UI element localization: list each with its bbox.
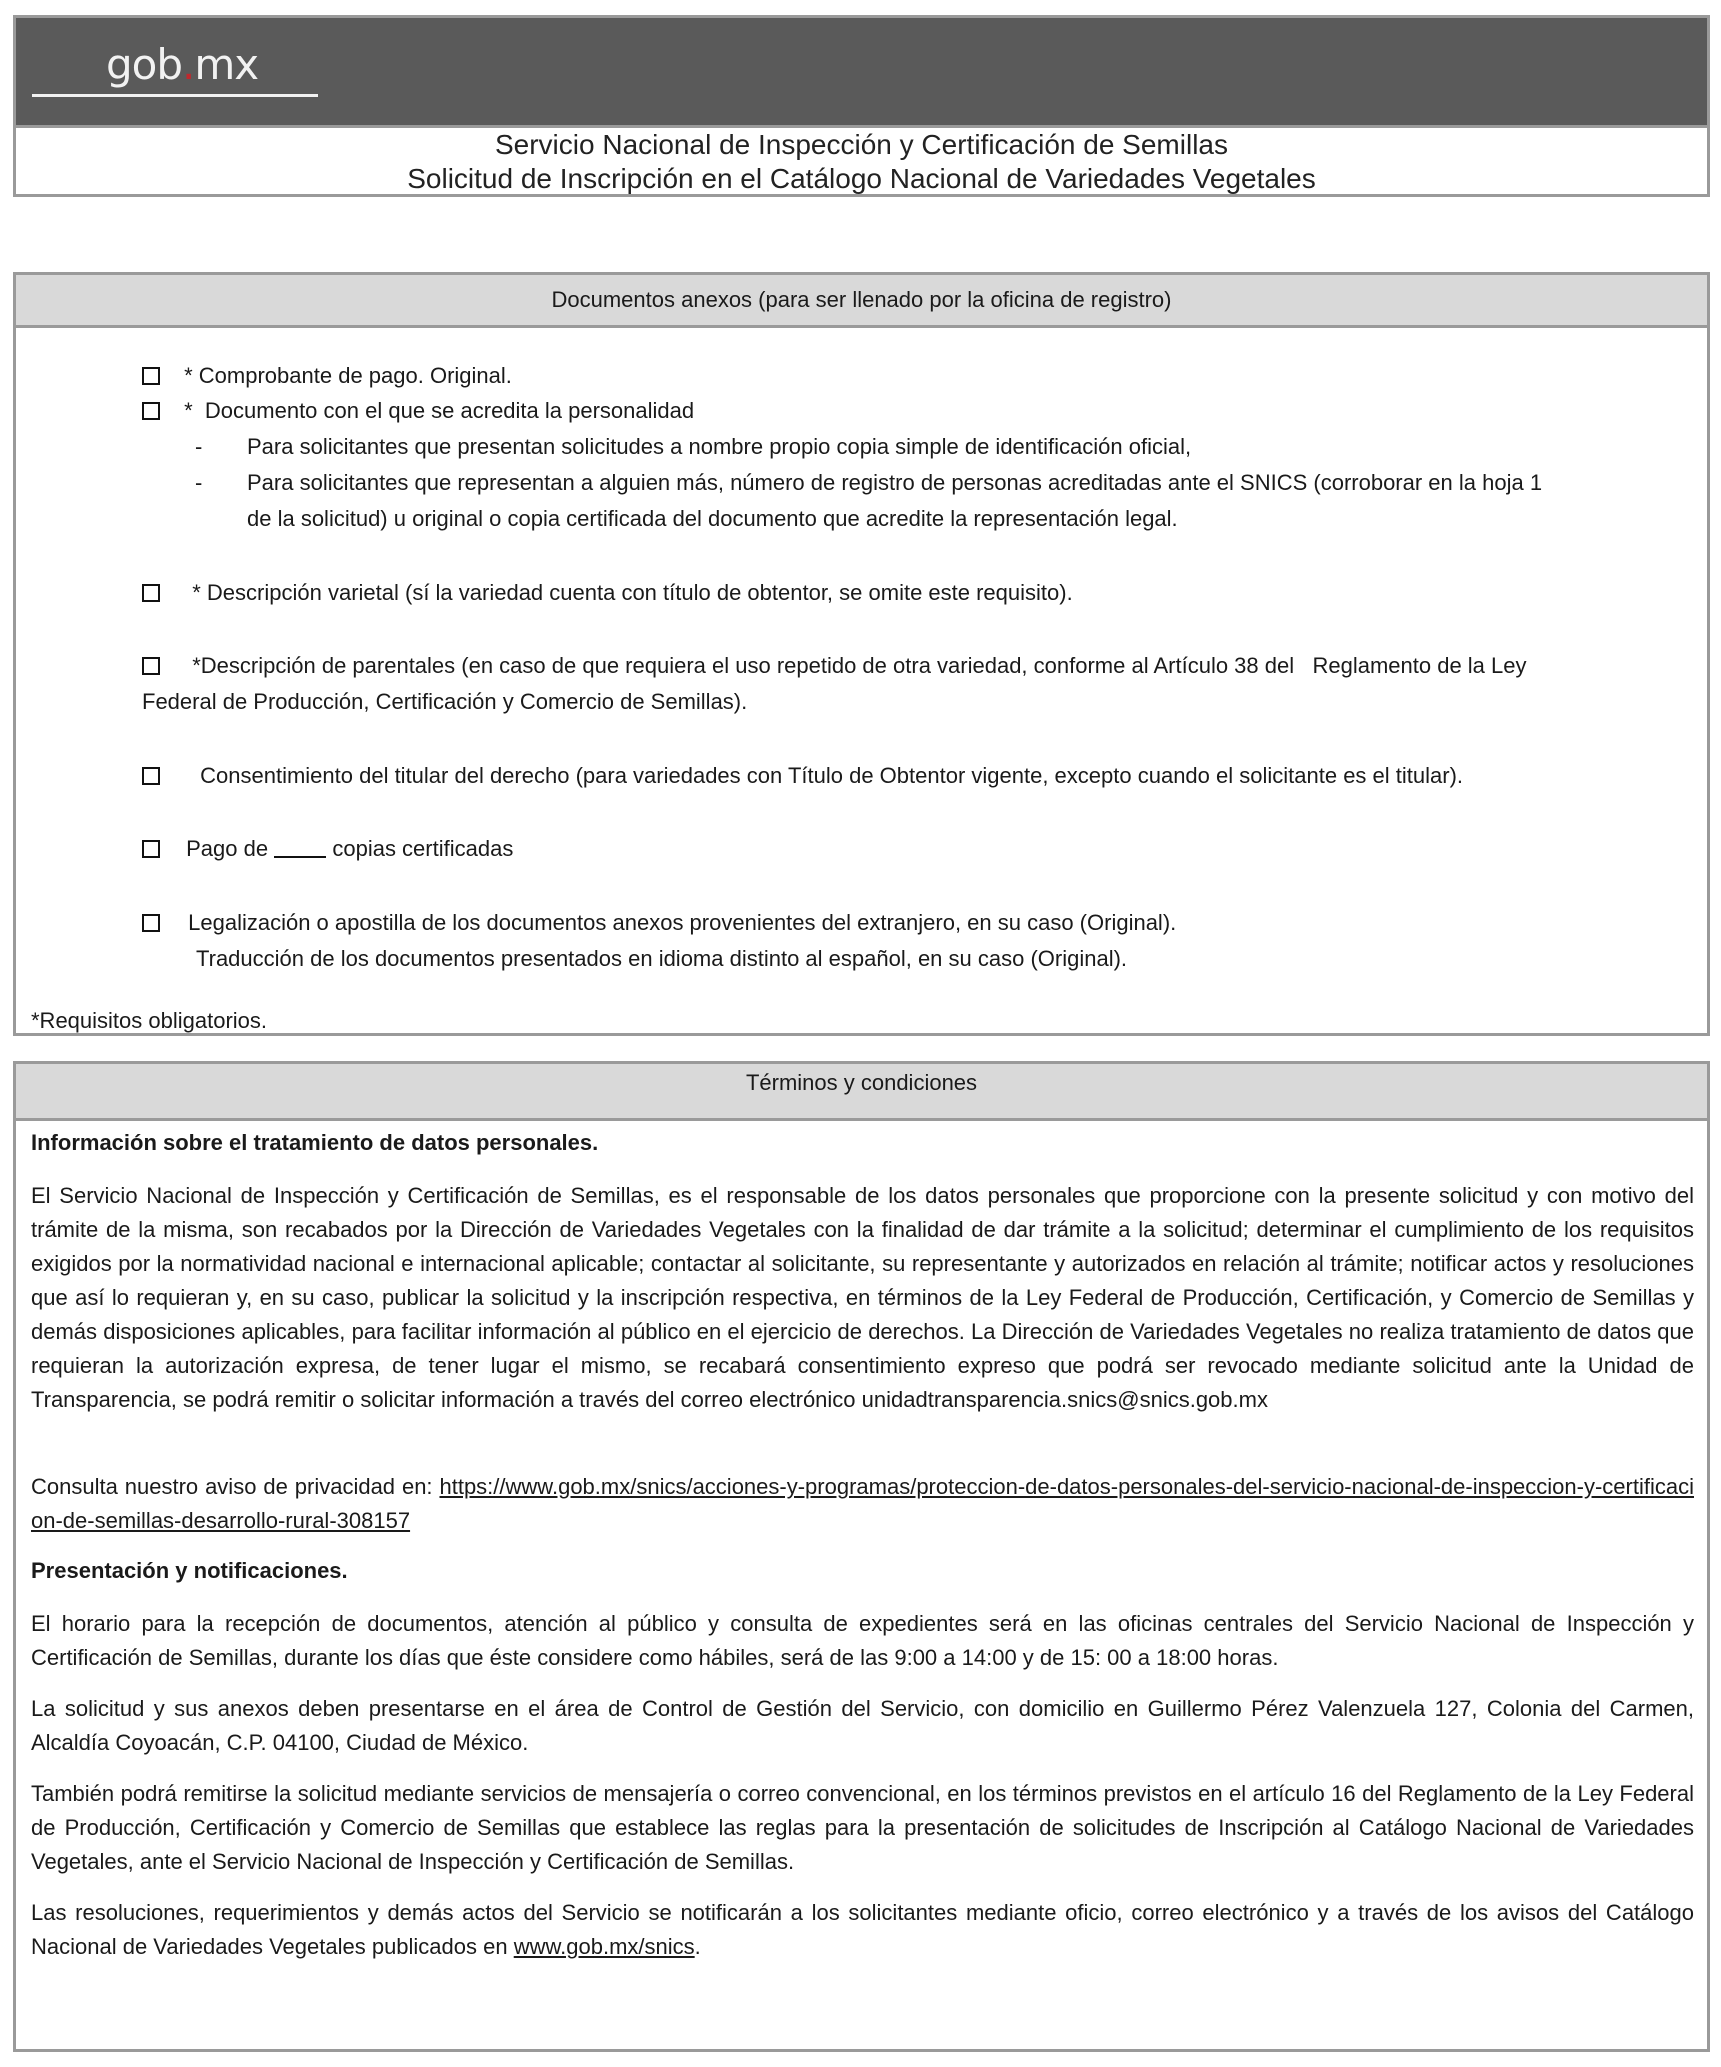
checklist-label: Legalización o apostilla de los documentos anexos provenientes del extranjero, en su caso (Original). [188, 910, 1177, 935]
checklist-label-continuation: Federal de Producción, Certificación y Comercio de Semillas). [142, 689, 748, 714]
gobmx-logo[interactable] [106, 40, 258, 89]
checkbox[interactable] [142, 584, 160, 602]
checklist-label: * Documento con el que se acredita la personalidad [184, 398, 695, 423]
paragraph-notifications [31, 1896, 1694, 1964]
checkbox[interactable] [142, 767, 160, 785]
required-footnote: *Requisitos obligatorios. [31, 1008, 268, 1033]
document-header [13, 15, 1710, 197]
checkbox[interactable] [142, 402, 160, 420]
checkbox[interactable] [142, 657, 160, 675]
brand-bar [16, 18, 1707, 128]
page-title [16, 128, 1707, 196]
checklist-label: * Descripción varietal (sí la variedad cuenta con título de obtentor, se omite este requisito). [186, 580, 1073, 605]
paragraph-personal-data: El Servicio Nacional de Inspección y Certificación de Semillas, es el responsable de los datos personales que proporcione con la presente solicitud y con motivo del trámite de la misma, son recabados por la Dirección de Variedades Vegetales con la finalidad de dar trámite a la solicitud; determinar el cumplimiento de los requisitos exigidos por la normatividad nacional e internacional aplicable; contactar al solicitante, su representante y autorizados en relación al trámite; notificar actos y resoluciones que así lo requieran y, en su caso, publicar la solicitud y la inscripción respectiva, en términos de la Ley Federal de Producción, Certificación, y Comercio de Semillas y demás disposiciones aplicables, para facilitar información al público en el ejercicio de derechos. La Dirección de Variedades Vegetales no realiza tratamiento de datos que requieran la autorización expresa, de tener lugar el mismo, se recabará consentimiento expreso que podrá ser revocado mediante solicitud ante la Unidad de Transparencia, se podrá remitir o solicitar información a través del correo electrónico unidadtransparencia.snics@snics.gob.mx [31, 1183, 1694, 1412]
checklist-label: Consentimiento del titular del derecho (para variedades con Título de Obtentor vigente, excepto cuando el solicitante es el titular). [200, 763, 1464, 788]
terms-section-title: Términos y condiciones [16, 1064, 1707, 1121]
logo-underline [32, 94, 318, 97]
sub-item [195, 429, 1192, 465]
sub-item-continuation: de la solicitud) u original o copia certificada del documento que acredite la representación legal. [247, 506, 1178, 531]
checklist-label: Pago de [186, 836, 269, 861]
privacy-notice-link[interactable]: https://www.gob.mx/snics/acciones-y-programas/proteccion-de-datos-personales-del-servicio-nacional-de-inspeccion-y-certificacion-de-semillas-desarrollo-rural-308157 [31, 1474, 1694, 1533]
checklist-label: *Descripción de parentales (en caso de que requiera el uso repetido de otra variedad, conforme al Artículo 38 del Reglamento de la Ley [186, 653, 1527, 678]
documents-section [13, 272, 1710, 1036]
checklist-item-parentals [142, 648, 1527, 684]
privacy-prefix: Consulta nuestro aviso de privacidad en: [31, 1474, 440, 1499]
heading-presentation: Presentación y notificaciones. [31, 1558, 348, 1583]
checklist-label: * Comprobante de pago. Original. [184, 363, 512, 388]
snics-website-link[interactable]: www.gob.mx/snics [513, 1934, 695, 1959]
title-agency: Servicio Nacional de Inspección y Certificación de Semillas [494, 129, 1228, 160]
sub-item-text: Para solicitantes que representan a alguien más, número de registro de personas acreditadas ante el SNICS (corroborar en la hoja 1 [247, 470, 1543, 495]
sub-item-text: Para solicitantes que presentan solicitudes a nombre propio copia simple de identificación oficial, [247, 434, 1192, 459]
checklist-item-certified-copies [142, 831, 513, 867]
checklist-item-legalization [142, 905, 1176, 941]
checkbox[interactable] [142, 367, 160, 385]
paragraph-privacy-notice [31, 1470, 1694, 1538]
checklist-item-varietal [142, 575, 1073, 611]
copies-count-field[interactable] [274, 836, 326, 858]
logo-dot: . [182, 40, 195, 89]
checklist-label: copias certificadas [332, 836, 514, 861]
checklist-item-consent [142, 758, 1463, 794]
dash-bullet: - [195, 434, 203, 459]
notifications-text: Las resoluciones, requerimientos y demás actos del Servicio se notificarán a los solicitantes mediante oficio, correo electrónico y a través de los avisos del Catálogo Nacional de Variedades Vegetales publicados en [31, 1900, 1694, 1959]
checklist-label-continuation: Traducción de los documentos presentados en idioma distinto al español, en su caso (Original). [196, 946, 1128, 971]
dash-bullet: - [195, 470, 203, 495]
heading-personal-data: Información sobre el tratamiento de datos personales. [31, 1130, 599, 1155]
paragraph-office-hours: El horario para la recepción de documentos, atención al público y consulta de expedientes será en las oficinas centrales del Servicio Nacional de Inspección y Certificación de Semillas, durante los días que éste considere como hábiles, será de las 9:00 a 14:00 y de 15: 00 a 18:00 horas. [31, 1611, 1694, 1670]
logo-text-gob: gob [106, 40, 183, 89]
checkbox[interactable] [142, 840, 160, 858]
documents-section-title: Documentos anexos (para ser llenado por la oficina de registro) [16, 275, 1707, 328]
logo-text-mx: mx [194, 40, 259, 89]
sub-item [195, 465, 1543, 501]
paragraph-address: La solicitud y sus anexos deben presentarse en el área de Control de Gestión del Servicio, con domicilio en Guillermo Pérez Valenzuela 127, Colonia del Carmen, Alcaldía Coyoacán, C.P. 04100, Ciudad de México. [31, 1696, 1694, 1755]
paragraph-mail-submission: También podrá remitirse la solicitud mediante servicios de mensajería o correo convencional, en los términos previstos en el artículo 16 del Reglamento de la Ley Federal de Producción, Certificación y Comercio de Semillas que establece las reglas para la presentación de solicitudes de Inscripción al Catálogo Nacional de Variedades Vegetales, ante el Servicio Nacional de Inspección y Certificación de Semillas. [31, 1781, 1694, 1874]
period: . [694, 1934, 701, 1959]
checklist-item-payment [142, 358, 512, 394]
title-form: Solicitud de Inscripción en el Catálogo Nacional de Variedades Vegetales [407, 163, 1316, 194]
checkbox[interactable] [142, 914, 160, 932]
terms-section [13, 1061, 1710, 2052]
checklist-item-personality [142, 393, 694, 429]
